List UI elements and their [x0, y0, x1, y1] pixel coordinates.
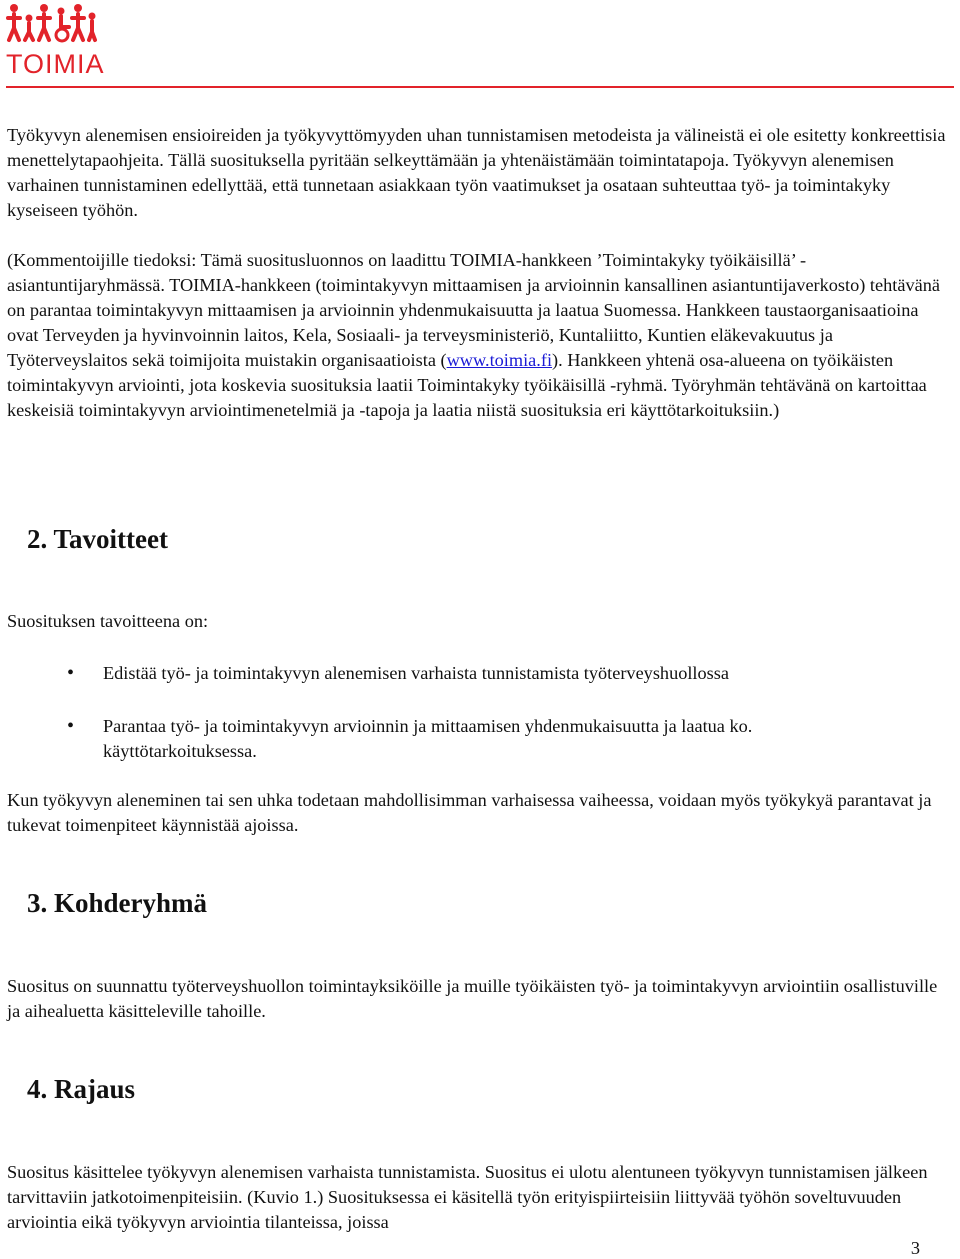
- logo-text: TOIMIA: [6, 49, 105, 79]
- section-heading-target-group: 3. Kohderyhmä: [27, 888, 208, 918]
- intro-paragraph-1: Työkyvyn alenemisen ensioireiden ja työkyvyttömyyden uhan tunnistamisen metodeista ja välineistä ei ole esitetty konkreettisia menettelytapaohjeita. Tällä suosituksella pyritään selkeyttämään ja yhtenäistämään toimintatapoja. Työkyvyn alenemisen varhainen tunnistaminen edellyttää, että tunnetaan asiakkaan työn vaatimukset ja osataan suhteuttaa työ- ja toimintakyky kyseiseen työhön.: [7, 125, 946, 220]
- page-number: 3: [910, 1238, 920, 1258]
- intro-text-before-link: (Kommentoijille tiedoksi: Tämä suositusluonnos on laadittu TOIMIA-hankkeen ’Toimintakyky työikäisillä’ -asiantuntijaryhmässä. TOIMIA-hankkeen (toimintakyvyn mittaamisen ja arvioinnin kansallinen asiantuntijaverkosto) tehtävänä on parantaa toimintakyvyn mittaamisen ja arvioinnin yhdenmukaisuutta ja laatua Suomessa. Hankkeen taustaorganisaatioina ovat Terveyden ja hyvinvoinnin laitos, Kela, Sosiaali- ja terveysministeriö, Kuntaliitto, Kuntien eläkevakuutus ja Työterveyslaitos sekä toimijoita muistakin organisaatioista (: [7, 250, 940, 370]
- toimia-website-link[interactable]: www.toimia.fi: [446, 350, 553, 370]
- scope-paragraph: Suositus käsittelee työkyvyn alenemisen varhaista tunnistamista. Suositus ei ulotu alentuneen työkyvyn tunnistamisen jälkeen tarvittaviin jatkotoimenpiteisiin. (Kuvio 1.) Suosituksessa ei käsitellä työn erityispiirteisiin liittyvää työhön soveltuvuuden arviointia eikä työkyvyn arviointia tilanteissa, joissa: [7, 1162, 928, 1232]
- intro-paragraph-2: [7, 248, 947, 423]
- people-figures-icon: [6, 2, 98, 46]
- toimia-logo: [6, 2, 105, 79]
- goals-lead-text: Suosituksen tavoitteena on:: [7, 611, 209, 631]
- goal-list-item: Edistää työ- ja toimintakyvyn alenemisen varhaista tunnistamista työterveyshuollossa: [103, 663, 729, 683]
- bullet-icon: •: [67, 662, 75, 684]
- target-group-paragraph: Suositus on suunnattu työterveyshuollon toimintayksiköille ja muille työikäisten työ- ja toimintakyvyn arviointiin osallistuville ja aihealuetta käsitteleville tahoille.: [7, 976, 938, 1021]
- intro-text-after-link: ). Hankkeen yhtenä osa-alueena on työikäisten toimintakyvyn arviointi, jota koskevia suosituksia laatii Toimintakyky työikäisillä -ryhmä. Työryhmän tehtävänä on kartoittaa keskeisiä toimintakyvyn arviointimenetelmiä ja -tapoja ja laatia niistä suosituksia eri käyttötarkoituksiin.): [7, 350, 927, 420]
- goal-list-item: Parantaa työ- ja toimintakyvyn arvioinnin ja mittaamisen yhdenmukaisuutta ja laatua ko. käyttötarkoituksessa.: [103, 716, 753, 761]
- bullet-icon: •: [67, 715, 75, 737]
- section-heading-goals: 2. Tavoitteet: [27, 524, 168, 554]
- header-rule: [6, 86, 954, 88]
- section-heading-scope: 4. Rajaus: [27, 1074, 136, 1104]
- goals-paragraph: Kun työkyvyn aleneminen tai sen uhka todetaan mahdollisimman varhaisessa vaiheessa, voidaan myös työkykyä parantavat ja tukevat toimenpiteet käynnistää ajoissa.: [7, 790, 932, 835]
